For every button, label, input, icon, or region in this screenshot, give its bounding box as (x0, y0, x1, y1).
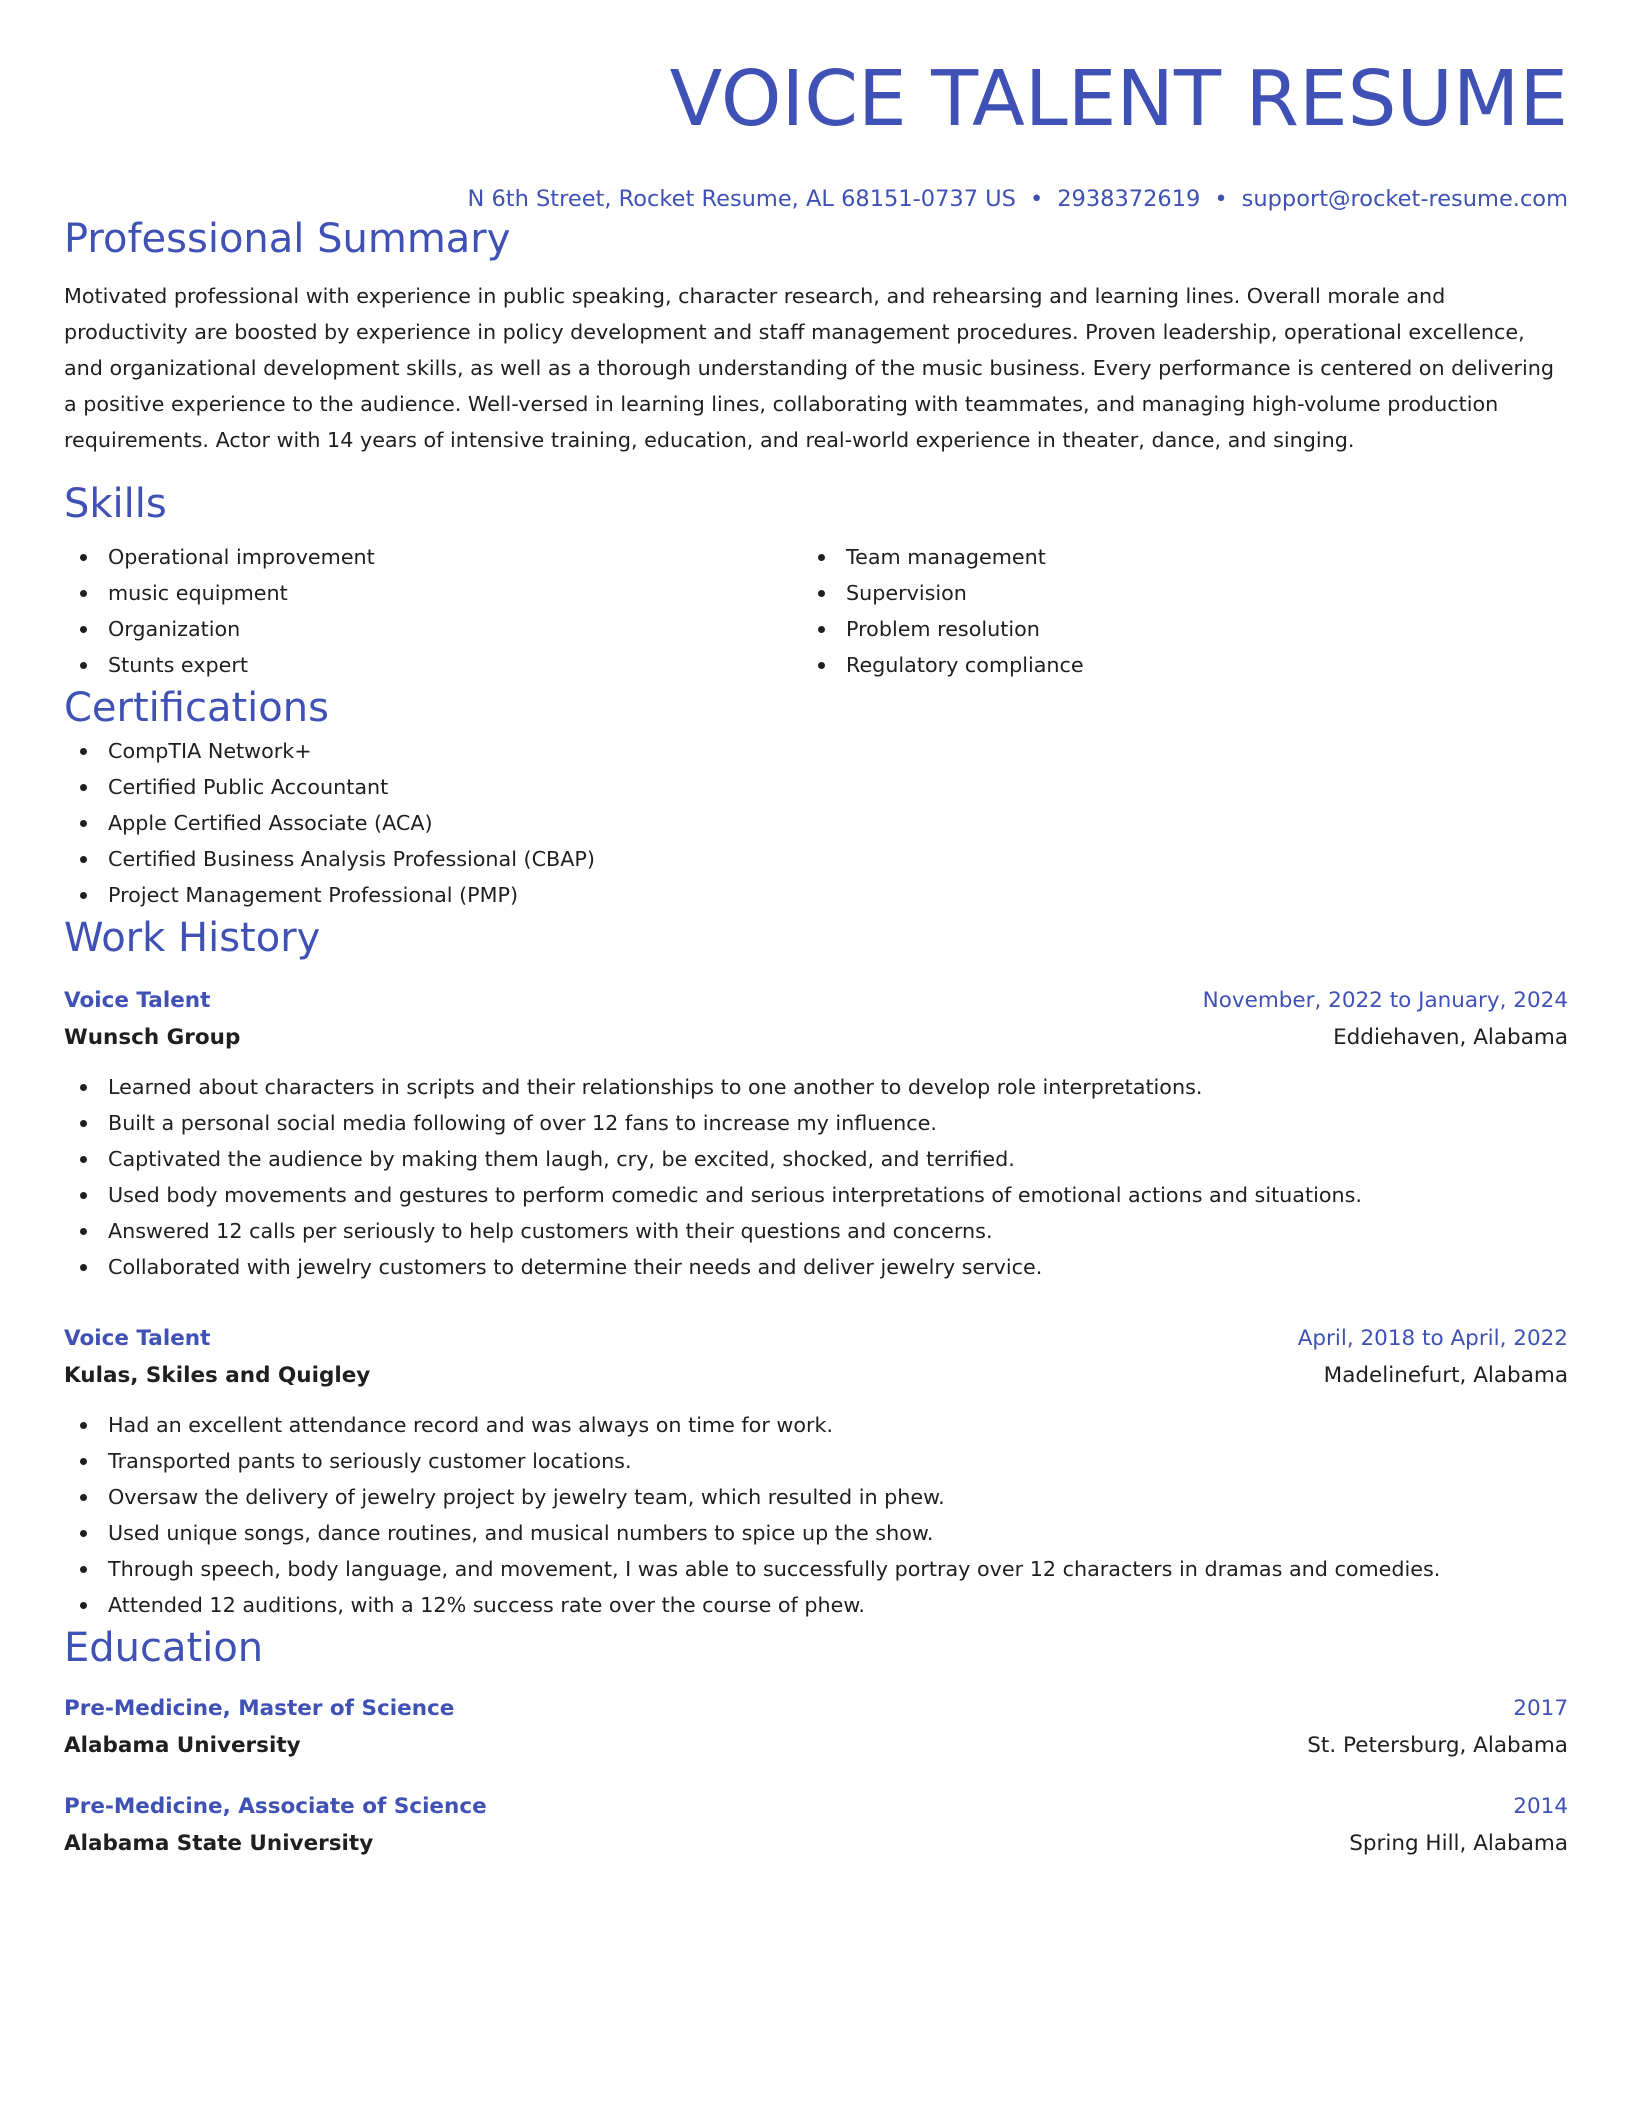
resume-header (64, 0, 1568, 214)
certification-item: Project Management Professional (PMP) (64, 877, 1568, 913)
education-header-row (64, 1691, 1568, 1727)
certification-item: CompTIA Network+ (64, 733, 1568, 769)
job-company: Wunsch Group (64, 1024, 241, 1050)
job-bullet: Learned about characters in scripts and their relationships to one another to develop role interpretations. (64, 1069, 1568, 1105)
education-degree: Pre-Medicine, Associate of Science (64, 1793, 487, 1819)
certifications-list (64, 733, 1568, 913)
skill-item: Team management (802, 539, 1540, 575)
job-bullet: Attended 12 auditions, with a 12% success rate over the course of phew. (64, 1587, 1568, 1623)
education-heading: Education (64, 1624, 264, 1671)
job-company-row (64, 1357, 1568, 1395)
education-header-row (64, 1789, 1568, 1825)
contact-phone[interactable]: 2938372619 (1057, 186, 1201, 212)
education-location: Spring Hill, Alabama (1349, 1830, 1568, 1856)
resume-title: VOICE TALENT RESUME (669, 55, 1568, 144)
skills-grid (64, 539, 1568, 683)
skills-list-right (802, 539, 1540, 683)
job-bullet: Captivated the audience by making them laugh, cry, be excited, shocked, and terrified. (64, 1141, 1568, 1177)
job-bullets (64, 1407, 1568, 1623)
contact-line (64, 184, 1568, 214)
contact-email[interactable]: support@rocket-resume.com (1241, 186, 1568, 212)
skill-item: Problem resolution (802, 611, 1540, 647)
job-bullet: Through speech, body language, and movement, I was able to successfully portray over 12 characters in dramas and comedies. (64, 1551, 1568, 1587)
job-bullet: Used body movements and gestures to perform comedic and serious interpretations of emotional actions and situations. (64, 1177, 1568, 1213)
contact-address: N 6th Street, Rocket Resume, AL 68151-0737 US (467, 186, 1016, 212)
job-location: Madelinefurt, Alabama (1323, 1362, 1568, 1388)
job-bullet: Had an excellent attendance record and was always on time for work. (64, 1407, 1568, 1443)
job-bullet: Used unique songs, dance routines, and musical numbers to spice up the show. (64, 1515, 1568, 1551)
job-location: Eddiehaven, Alabama (1333, 1024, 1568, 1050)
education-school: Alabama University (64, 1732, 301, 1758)
education-degree: Pre-Medicine, Master of Science (64, 1695, 455, 1721)
job-header-row (64, 1321, 1568, 1357)
job-role: Voice Talent (64, 987, 211, 1013)
job-bullet: Transported pants to seriously customer locations. (64, 1443, 1568, 1479)
certification-item: Apple Certified Associate (ACA) (64, 805, 1568, 841)
summary-text: Motivated professional with experience in public speaking, character research, and rehearsing and learning lines. Overall morale and productivity are boosted by experience in policy development and staff management procedures. Proven leadership, operational excellence, and organizational development skills, as well as a thorough understanding of the music business. Every performance is centered on delivering a positive experience to the audience. Well-versed in learning lines, collaborating with teammates, and managing high-volume production requirements. Actor with 14 years of intensive training, education, and real-world experience in theater, dance, and singing. (64, 284, 1554, 452)
certifications-heading: Certifications (64, 684, 329, 731)
education-school: Alabama State University (64, 1830, 374, 1856)
education-entry (64, 1789, 1568, 1863)
job-bullet: Answered 12 calls per seriously to help customers with their questions and concerns. (64, 1213, 1568, 1249)
job-header-row (64, 983, 1568, 1019)
work-history-section (64, 913, 1568, 1623)
education-location: St. Petersburg, Alabama (1307, 1732, 1568, 1758)
skill-item: Stunts expert (64, 647, 802, 683)
summary-section (64, 214, 1568, 458)
skill-item: Operational improvement (64, 539, 802, 575)
job-entry (64, 1321, 1568, 1623)
skill-item: Regulatory compliance (802, 647, 1540, 683)
job-dates: April, 2018 to April, 2022 (1297, 1325, 1568, 1351)
skills-heading: Skills (64, 480, 167, 527)
skills-section (64, 479, 1568, 683)
skill-item: music equipment (64, 575, 802, 611)
job-role: Voice Talent (64, 1325, 211, 1351)
education-year: 2017 (1513, 1695, 1568, 1721)
education-section (64, 1623, 1568, 1863)
contact-separator: • (1029, 186, 1044, 212)
job-company: Kulas, Skiles and Quigley (64, 1362, 371, 1388)
job-bullet: Built a personal social media following of over 12 fans to increase my influence. (64, 1105, 1568, 1141)
education-school-row (64, 1727, 1568, 1765)
job-bullets (64, 1069, 1568, 1285)
job-company-row (64, 1019, 1568, 1057)
job-bullet: Oversaw the delivery of jewelry project by jewelry team, which resulted in phew. (64, 1479, 1568, 1515)
job-bullet: Collaborated with jewelry customers to determine their needs and deliver jewelry service. (64, 1249, 1568, 1285)
education-entry (64, 1691, 1568, 1765)
summary-heading: Professional Summary (64, 216, 511, 262)
job-dates: November, 2022 to January, 2024 (1202, 987, 1568, 1013)
education-year: 2014 (1513, 1793, 1568, 1819)
certification-item: Certified Business Analysis Professional (CBAP) (64, 841, 1568, 877)
contact-separator: • (1214, 186, 1228, 212)
education-school-row (64, 1825, 1568, 1863)
certification-item: Certified Public Accountant (64, 769, 1568, 805)
skills-list-left (64, 539, 802, 683)
certifications-section (64, 683, 1568, 913)
work-history-heading: Work History (64, 914, 321, 961)
job-entry (64, 983, 1568, 1285)
skill-item: Organization (64, 611, 802, 647)
skill-item: Supervision (802, 575, 1540, 611)
